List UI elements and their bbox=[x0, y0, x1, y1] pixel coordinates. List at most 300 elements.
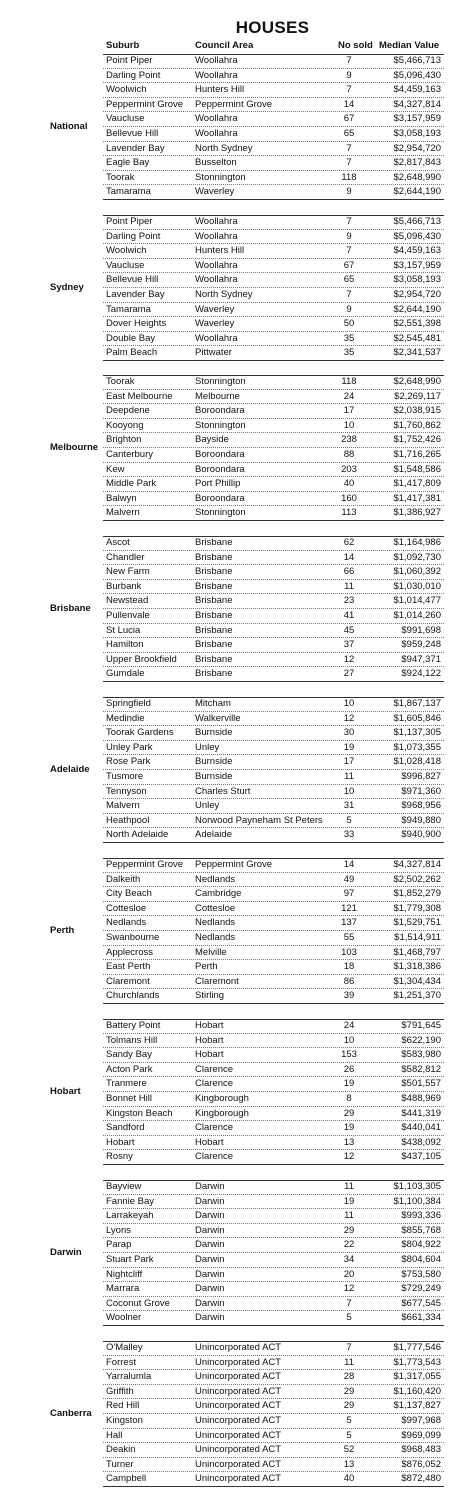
cell-median-value: $1,137,305 bbox=[393, 727, 441, 739]
cell-no-sold: 41 bbox=[343, 610, 355, 621]
cell-no-sold: 29 bbox=[343, 1224, 355, 1236]
table-row bbox=[103, 785, 444, 800]
cell-council-area: Melbourne bbox=[195, 390, 240, 402]
cell-council-area: Boroondara bbox=[195, 449, 245, 460]
table-row bbox=[103, 638, 444, 653]
cell-suburb: East Melbourne bbox=[106, 390, 173, 402]
cell-no-sold: 10 bbox=[343, 698, 355, 709]
cell-median-value: $622,190 bbox=[401, 1034, 441, 1046]
cell-suburb: Churchlands bbox=[106, 990, 160, 1002]
group-perth bbox=[0, 858, 470, 1004]
cell-suburb: Bonnet Hill bbox=[106, 1093, 152, 1104]
table-row bbox=[103, 1458, 444, 1473]
table-row bbox=[103, 624, 444, 639]
cell-no-sold: 12 bbox=[343, 1283, 355, 1295]
cell-no-sold: 31 bbox=[343, 800, 355, 812]
cell-no-sold: 20 bbox=[343, 1268, 355, 1280]
cell-median-value: $2,954,720 bbox=[393, 289, 441, 300]
cell-council-area: Woollahra bbox=[195, 332, 238, 344]
cell-suburb: Point Piper bbox=[106, 55, 153, 66]
page-title: HOUSES bbox=[235, 18, 310, 37]
table-row bbox=[103, 1224, 444, 1239]
cell-suburb: Newstead bbox=[106, 595, 149, 607]
cell-no-sold: 35 bbox=[343, 347, 355, 359]
cell-council-area: Brisbane bbox=[195, 580, 233, 592]
cell-council-area: Stonnington bbox=[195, 171, 246, 183]
cell-suburb: Hamilton bbox=[106, 639, 144, 651]
cell-median-value: $804,922 bbox=[401, 1239, 441, 1251]
cell-no-sold: 24 bbox=[343, 1020, 355, 1031]
cell-suburb: Heathpool bbox=[106, 814, 150, 826]
cell-median-value: $1,529,751 bbox=[393, 917, 441, 929]
cell-median-value: $440,041 bbox=[401, 1122, 441, 1134]
table-row bbox=[103, 477, 444, 492]
cell-no-sold: 28 bbox=[343, 1371, 355, 1383]
cell-median-value: $855,768 bbox=[401, 1224, 441, 1236]
cell-median-value: $1,777,546 bbox=[393, 1342, 441, 1353]
table-row bbox=[103, 814, 444, 829]
cell-council-area: Nedlands bbox=[195, 932, 236, 943]
cell-council-area: Unincorporated ACT bbox=[195, 1342, 282, 1353]
cell-median-value: $1,030,010 bbox=[393, 580, 441, 592]
table-row bbox=[103, 1472, 444, 1487]
cell-suburb: Eagle Bay bbox=[106, 157, 150, 169]
cell-no-sold: 14 bbox=[343, 859, 355, 870]
cell-no-sold: 50 bbox=[343, 318, 355, 330]
cell-suburb: Chandler bbox=[106, 551, 145, 563]
cell-median-value: $1,752,426 bbox=[393, 434, 441, 446]
cell-council-area: Woollahra bbox=[195, 113, 238, 125]
cell-median-value: $677,545 bbox=[401, 1297, 441, 1309]
cell-suburb: Nedlands bbox=[106, 917, 147, 929]
cell-median-value: $2,551,398 bbox=[393, 318, 441, 330]
cell-no-sold: 45 bbox=[343, 624, 355, 636]
group-label: Darwin bbox=[50, 1247, 82, 1258]
table-row bbox=[103, 127, 444, 142]
cell-no-sold: 67 bbox=[343, 259, 355, 271]
cell-council-area: Hobart bbox=[195, 1136, 224, 1148]
cell-median-value: $4,327,814 bbox=[393, 859, 441, 870]
cell-median-value: $993,336 bbox=[401, 1210, 441, 1222]
cell-no-sold: 5 bbox=[346, 1312, 352, 1324]
cell-council-area: Brisbane bbox=[195, 668, 233, 680]
cell-median-value: $1,852,279 bbox=[393, 888, 441, 900]
table-row bbox=[103, 712, 444, 727]
cell-no-sold: 238 bbox=[341, 434, 357, 446]
cell-median-value: $2,269,117 bbox=[394, 390, 441, 402]
cell-suburb: Upper Brookfield bbox=[106, 653, 177, 665]
cell-no-sold: 7 bbox=[346, 289, 352, 300]
cell-suburb: Toorak bbox=[106, 171, 135, 183]
cell-median-value: $2,644,190 bbox=[393, 303, 441, 315]
cell-no-sold: 22 bbox=[343, 1239, 355, 1251]
cell-median-value: $791,645 bbox=[401, 1020, 441, 1031]
cell-suburb: Middle Park bbox=[106, 478, 157, 490]
table-row bbox=[103, 1385, 444, 1400]
cell-median-value: $1,318,386 bbox=[393, 961, 441, 973]
cell-suburb: Medindie bbox=[106, 712, 145, 724]
cell-council-area: Unincorporated ACT bbox=[195, 1356, 282, 1368]
cell-suburb: Yarralumla bbox=[106, 1371, 152, 1383]
cell-no-sold: 34 bbox=[343, 1254, 355, 1265]
cell-no-sold: 55 bbox=[343, 932, 355, 943]
cell-no-sold: 9 bbox=[346, 303, 352, 315]
cell-council-area: Woollahra bbox=[195, 259, 238, 271]
cell-council-area: Unincorporated ACT bbox=[195, 1400, 282, 1412]
cell-council-area: Unincorporated ACT bbox=[195, 1385, 282, 1397]
table-row bbox=[103, 98, 444, 113]
table-row bbox=[103, 1238, 444, 1253]
group-label: Hobart bbox=[50, 1086, 81, 1097]
cell-council-area: Stonnington bbox=[195, 376, 246, 387]
cell-no-sold: 5 bbox=[346, 1429, 352, 1441]
cell-no-sold: 97 bbox=[343, 888, 355, 900]
cell-suburb: Kew bbox=[106, 463, 125, 475]
cell-suburb: Woolner bbox=[106, 1312, 142, 1324]
table-row bbox=[103, 230, 444, 245]
cell-median-value: $2,502,262 bbox=[393, 873, 441, 885]
cell-suburb: Red Hill bbox=[106, 1400, 140, 1412]
cell-median-value: $2,545,481 bbox=[393, 332, 441, 344]
table-row bbox=[103, 142, 444, 157]
cell-no-sold: 67 bbox=[343, 113, 355, 125]
cell-median-value: $1,028,418 bbox=[393, 756, 441, 768]
cell-no-sold: 17 bbox=[343, 405, 355, 417]
table-row bbox=[103, 1443, 444, 1458]
column-header-council-area: Council Area bbox=[195, 40, 254, 51]
table-row bbox=[103, 1195, 444, 1210]
group-hobart bbox=[0, 1019, 470, 1165]
cell-suburb: Deakin bbox=[106, 1444, 136, 1456]
cell-no-sold: 19 bbox=[343, 1122, 355, 1134]
cell-suburb: Kingston bbox=[106, 1415, 143, 1426]
table-row bbox=[103, 565, 444, 580]
cell-council-area: Busselton bbox=[195, 157, 237, 169]
cell-suburb: Pullenvale bbox=[106, 610, 150, 621]
cell-no-sold: 11 bbox=[344, 771, 354, 782]
cell-council-area: Unincorporated ACT bbox=[195, 1415, 282, 1426]
cell-no-sold: 12 bbox=[343, 653, 355, 665]
cell-no-sold: 35 bbox=[343, 332, 355, 344]
cell-no-sold: 8 bbox=[346, 1093, 352, 1104]
table-row bbox=[103, 726, 444, 741]
cell-suburb: Toorak bbox=[106, 376, 135, 387]
group-label: National bbox=[50, 121, 88, 132]
cell-median-value: $1,014,477 bbox=[393, 595, 441, 607]
cell-no-sold: 7 bbox=[346, 84, 352, 96]
cell-suburb: Gumdale bbox=[106, 668, 145, 680]
table-row bbox=[103, 448, 444, 463]
group-sydney bbox=[0, 215, 470, 361]
cell-suburb: City Beach bbox=[106, 888, 152, 900]
cell-council-area: Brisbane bbox=[195, 595, 233, 607]
cell-no-sold: 7 bbox=[346, 216, 352, 227]
cell-suburb: Woolwich bbox=[106, 84, 147, 96]
cell-median-value: $3,058,193 bbox=[393, 128, 441, 139]
cell-median-value: $441,319 bbox=[401, 1107, 441, 1119]
cell-suburb: Malvern bbox=[106, 507, 140, 519]
table-row bbox=[103, 259, 444, 274]
cell-median-value: $1,092,730 bbox=[393, 551, 441, 563]
cell-council-area: Nedlands bbox=[195, 873, 236, 885]
table-row bbox=[103, 1341, 444, 1356]
cell-median-value: $996,827 bbox=[401, 771, 441, 782]
cell-median-value: $583,980 bbox=[401, 1049, 441, 1061]
cell-no-sold: 62 bbox=[343, 537, 355, 548]
table-row bbox=[103, 1311, 444, 1326]
table-row bbox=[103, 828, 444, 843]
table-row bbox=[103, 1253, 444, 1268]
cell-council-area: Unincorporated ACT bbox=[195, 1458, 282, 1470]
group-label: Brisbane bbox=[50, 603, 91, 614]
cell-median-value: $959,248 bbox=[401, 639, 441, 651]
cell-council-area: Norwood Payneham St Peters bbox=[195, 814, 323, 826]
table-row bbox=[103, 506, 444, 521]
cell-suburb: Stuart Park bbox=[106, 1254, 154, 1265]
table-row bbox=[103, 185, 444, 200]
table-row bbox=[103, 1150, 444, 1165]
cell-council-area: Woollahra bbox=[195, 216, 238, 227]
cell-median-value: $2,038,915 bbox=[393, 405, 441, 417]
cell-suburb: Rose Park bbox=[106, 756, 151, 768]
cell-council-area: Hobart bbox=[195, 1049, 224, 1061]
cell-council-area: Mitcham bbox=[195, 698, 231, 709]
cell-median-value: $3,058,193 bbox=[393, 274, 441, 286]
cell-suburb: Canterbury bbox=[106, 449, 153, 460]
cell-no-sold: 121 bbox=[341, 902, 357, 914]
cell-suburb: Fannie Bay bbox=[106, 1195, 155, 1207]
cell-no-sold: 19 bbox=[343, 741, 355, 753]
cell-council-area: Clarence bbox=[195, 1063, 234, 1075]
cell-suburb: Tolmans Hill bbox=[106, 1034, 158, 1046]
cell-council-area: Peppermint Grove bbox=[195, 98, 273, 110]
table-row bbox=[103, 580, 444, 595]
table-row bbox=[103, 594, 444, 609]
cell-no-sold: 10 bbox=[343, 419, 355, 431]
cell-no-sold: 137 bbox=[341, 917, 357, 929]
cell-no-sold: 49 bbox=[343, 873, 355, 885]
cell-median-value: $501,557 bbox=[401, 1078, 441, 1090]
cell-median-value: $1,073,355 bbox=[393, 741, 441, 753]
cell-council-area: Cambridge bbox=[195, 888, 242, 900]
cell-suburb: East Perth bbox=[106, 961, 151, 973]
cell-median-value: $438,092 bbox=[401, 1136, 441, 1148]
cell-council-area: Brisbane bbox=[195, 639, 233, 651]
cell-suburb: Hobart bbox=[106, 1136, 135, 1148]
cell-council-area: Waverley bbox=[195, 318, 235, 330]
table-row bbox=[103, 433, 444, 448]
cell-median-value: $753,580 bbox=[401, 1268, 441, 1280]
cell-council-area: Darwin bbox=[195, 1283, 225, 1295]
cell-median-value: $1,137,827 bbox=[393, 1400, 441, 1412]
group-label: Melbourne bbox=[50, 442, 99, 453]
cell-no-sold: 13 bbox=[343, 1136, 355, 1148]
table-row bbox=[103, 390, 444, 405]
table-row bbox=[103, 1107, 444, 1122]
cell-suburb: Springfield bbox=[106, 698, 151, 709]
cell-median-value: $804,604 bbox=[401, 1254, 441, 1265]
cell-suburb: Applecross bbox=[106, 946, 153, 958]
cell-council-area: Boroondara bbox=[195, 405, 245, 417]
cell-suburb: Point Piper bbox=[106, 216, 153, 227]
table-row bbox=[103, 741, 444, 756]
cell-no-sold: 39 bbox=[343, 990, 355, 1002]
cell-suburb: Lavender Bay bbox=[106, 289, 165, 300]
cell-no-sold: 9 bbox=[346, 186, 352, 198]
table-row bbox=[103, 1136, 444, 1151]
cell-no-sold: 7 bbox=[346, 1342, 352, 1353]
cell-median-value: $968,483 bbox=[401, 1444, 441, 1456]
cell-suburb: Brighton bbox=[106, 434, 142, 446]
cell-no-sold: 11 bbox=[344, 580, 354, 592]
cell-no-sold: 33 bbox=[343, 829, 355, 841]
cell-no-sold: 26 bbox=[343, 1063, 355, 1075]
cell-council-area: Darwin bbox=[195, 1297, 225, 1309]
cell-median-value: $4,459,163 bbox=[393, 245, 441, 257]
cell-suburb: Griffith bbox=[106, 1385, 134, 1397]
cell-suburb: Palm Beach bbox=[106, 347, 158, 359]
cell-council-area: Unley bbox=[195, 741, 220, 753]
table-row bbox=[103, 1034, 444, 1049]
cell-median-value: $3,157,959 bbox=[393, 259, 441, 271]
cell-median-value: $924,122 bbox=[401, 668, 441, 680]
cell-suburb: Bellevue Hill bbox=[106, 128, 159, 139]
cell-no-sold: 7 bbox=[346, 157, 352, 169]
cell-suburb: Tranmere bbox=[106, 1078, 147, 1090]
cell-council-area: Brisbane bbox=[195, 624, 233, 636]
table-row bbox=[103, 1019, 444, 1034]
group-adelaide bbox=[0, 697, 470, 843]
cell-council-area: Unincorporated ACT bbox=[195, 1429, 282, 1441]
cell-suburb: Tamarama bbox=[106, 186, 151, 198]
cell-median-value: $1,317,055 bbox=[393, 1371, 441, 1383]
cell-council-area: Unincorporated ACT bbox=[195, 1371, 282, 1383]
table-row bbox=[103, 551, 444, 566]
cell-median-value: $997,968 bbox=[401, 1415, 441, 1426]
cell-suburb: Malvern bbox=[106, 800, 140, 812]
cell-median-value: $1,103,305 bbox=[393, 1181, 441, 1192]
table-row bbox=[103, 1077, 444, 1092]
cell-council-area: Stonnington bbox=[195, 507, 246, 519]
cell-no-sold: 5 bbox=[346, 814, 352, 826]
cell-median-value: $1,100,384 bbox=[393, 1195, 441, 1207]
group-canberra bbox=[0, 1341, 470, 1487]
table-row bbox=[103, 463, 444, 478]
table-row bbox=[103, 69, 444, 84]
cell-suburb: Nightcliff bbox=[106, 1268, 143, 1280]
cell-no-sold: 118 bbox=[341, 171, 357, 183]
cell-no-sold: 18 bbox=[343, 961, 355, 973]
cell-council-area: Charles Sturt bbox=[195, 785, 251, 797]
cell-median-value: $5,096,430 bbox=[393, 69, 441, 81]
cell-council-area: North Sydney bbox=[195, 289, 253, 300]
table-row bbox=[103, 697, 444, 712]
cell-median-value: $991,698 bbox=[401, 624, 441, 636]
cell-council-area: Burnside bbox=[195, 756, 233, 768]
cell-median-value: $1,514,911 bbox=[394, 932, 441, 943]
cell-suburb: St Lucia bbox=[106, 624, 141, 636]
table-row bbox=[103, 1297, 444, 1312]
cell-suburb: O'Malley bbox=[106, 1342, 143, 1353]
table-row bbox=[103, 1282, 444, 1297]
table-row bbox=[103, 303, 444, 318]
cell-no-sold: 12 bbox=[343, 1151, 355, 1163]
cell-suburb: Ascot bbox=[106, 537, 130, 548]
table-row bbox=[103, 1048, 444, 1063]
cell-no-sold: 19 bbox=[343, 1195, 355, 1207]
cell-suburb: Peppermint Grove bbox=[106, 98, 184, 110]
cell-suburb: Coconut Grove bbox=[106, 1297, 170, 1309]
cell-suburb: Tennyson bbox=[106, 785, 147, 797]
cell-median-value: $1,605,846 bbox=[393, 712, 441, 724]
cell-suburb: New Farm bbox=[106, 566, 150, 578]
cell-suburb: Lyons bbox=[106, 1224, 131, 1236]
cell-no-sold: 52 bbox=[343, 1444, 355, 1456]
cell-median-value: $5,466,713 bbox=[393, 216, 441, 227]
cell-council-area: Darwin bbox=[195, 1224, 225, 1236]
cell-suburb: Lavender Bay bbox=[106, 142, 165, 154]
cell-suburb: Toorak Gardens bbox=[106, 727, 174, 739]
group-label: Adelaide bbox=[50, 764, 90, 775]
table-row bbox=[103, 946, 444, 961]
cell-council-area: Pittwater bbox=[195, 347, 232, 359]
table-row bbox=[103, 858, 444, 873]
cell-council-area: Darwin bbox=[195, 1254, 225, 1265]
cell-suburb: Sandford bbox=[106, 1122, 145, 1134]
cell-council-area: Woollahra bbox=[195, 55, 238, 66]
cell-council-area: Hobart bbox=[195, 1020, 224, 1031]
table-row bbox=[103, 536, 444, 551]
cell-council-area: Peppermint Grove bbox=[195, 859, 273, 870]
cell-median-value: $2,954,720 bbox=[393, 142, 441, 154]
cell-median-value: $2,648,990 bbox=[393, 376, 441, 387]
cell-no-sold: 27 bbox=[343, 668, 355, 680]
table-row bbox=[103, 112, 444, 127]
cell-council-area: Darwin bbox=[195, 1268, 225, 1280]
cell-suburb: Tusmore bbox=[106, 771, 144, 782]
table-row bbox=[103, 887, 444, 902]
cell-council-area: Hunters Hill bbox=[195, 84, 245, 96]
table-row bbox=[103, 1356, 444, 1371]
cell-median-value: $582,812 bbox=[401, 1063, 441, 1075]
table-row bbox=[103, 975, 444, 990]
cell-median-value: $5,466,713 bbox=[393, 55, 441, 66]
cell-no-sold: 65 bbox=[343, 274, 355, 286]
cell-median-value: $1,548,586 bbox=[393, 463, 441, 475]
cell-council-area: Brisbane bbox=[195, 551, 233, 563]
group-national bbox=[0, 54, 470, 200]
table-row bbox=[103, 1414, 444, 1429]
cell-council-area: Brisbane bbox=[195, 610, 233, 621]
cell-suburb: North Adelaide bbox=[106, 829, 169, 841]
cell-council-area: Darwin bbox=[195, 1181, 225, 1192]
cell-council-area: Brisbane bbox=[195, 566, 233, 578]
cell-council-area: Darwin bbox=[195, 1210, 225, 1222]
cell-council-area: Brisbane bbox=[195, 537, 233, 548]
cell-no-sold: 29 bbox=[343, 1400, 355, 1412]
cell-council-area: Unincorporated ACT bbox=[195, 1444, 282, 1456]
cell-council-area: Stirling bbox=[195, 990, 225, 1002]
cell-median-value: $969,099 bbox=[401, 1429, 441, 1441]
cell-council-area: Burnside bbox=[195, 771, 233, 782]
cell-council-area: Port Phillip bbox=[195, 478, 241, 490]
cell-suburb: Campbell bbox=[106, 1473, 147, 1485]
cell-council-area: Adelaide bbox=[195, 829, 232, 841]
cell-council-area: Waverley bbox=[195, 186, 235, 198]
cell-council-area: Waverley bbox=[195, 303, 235, 315]
cell-council-area: Clarence bbox=[195, 1122, 234, 1134]
cell-suburb: Dalkeith bbox=[106, 873, 141, 885]
